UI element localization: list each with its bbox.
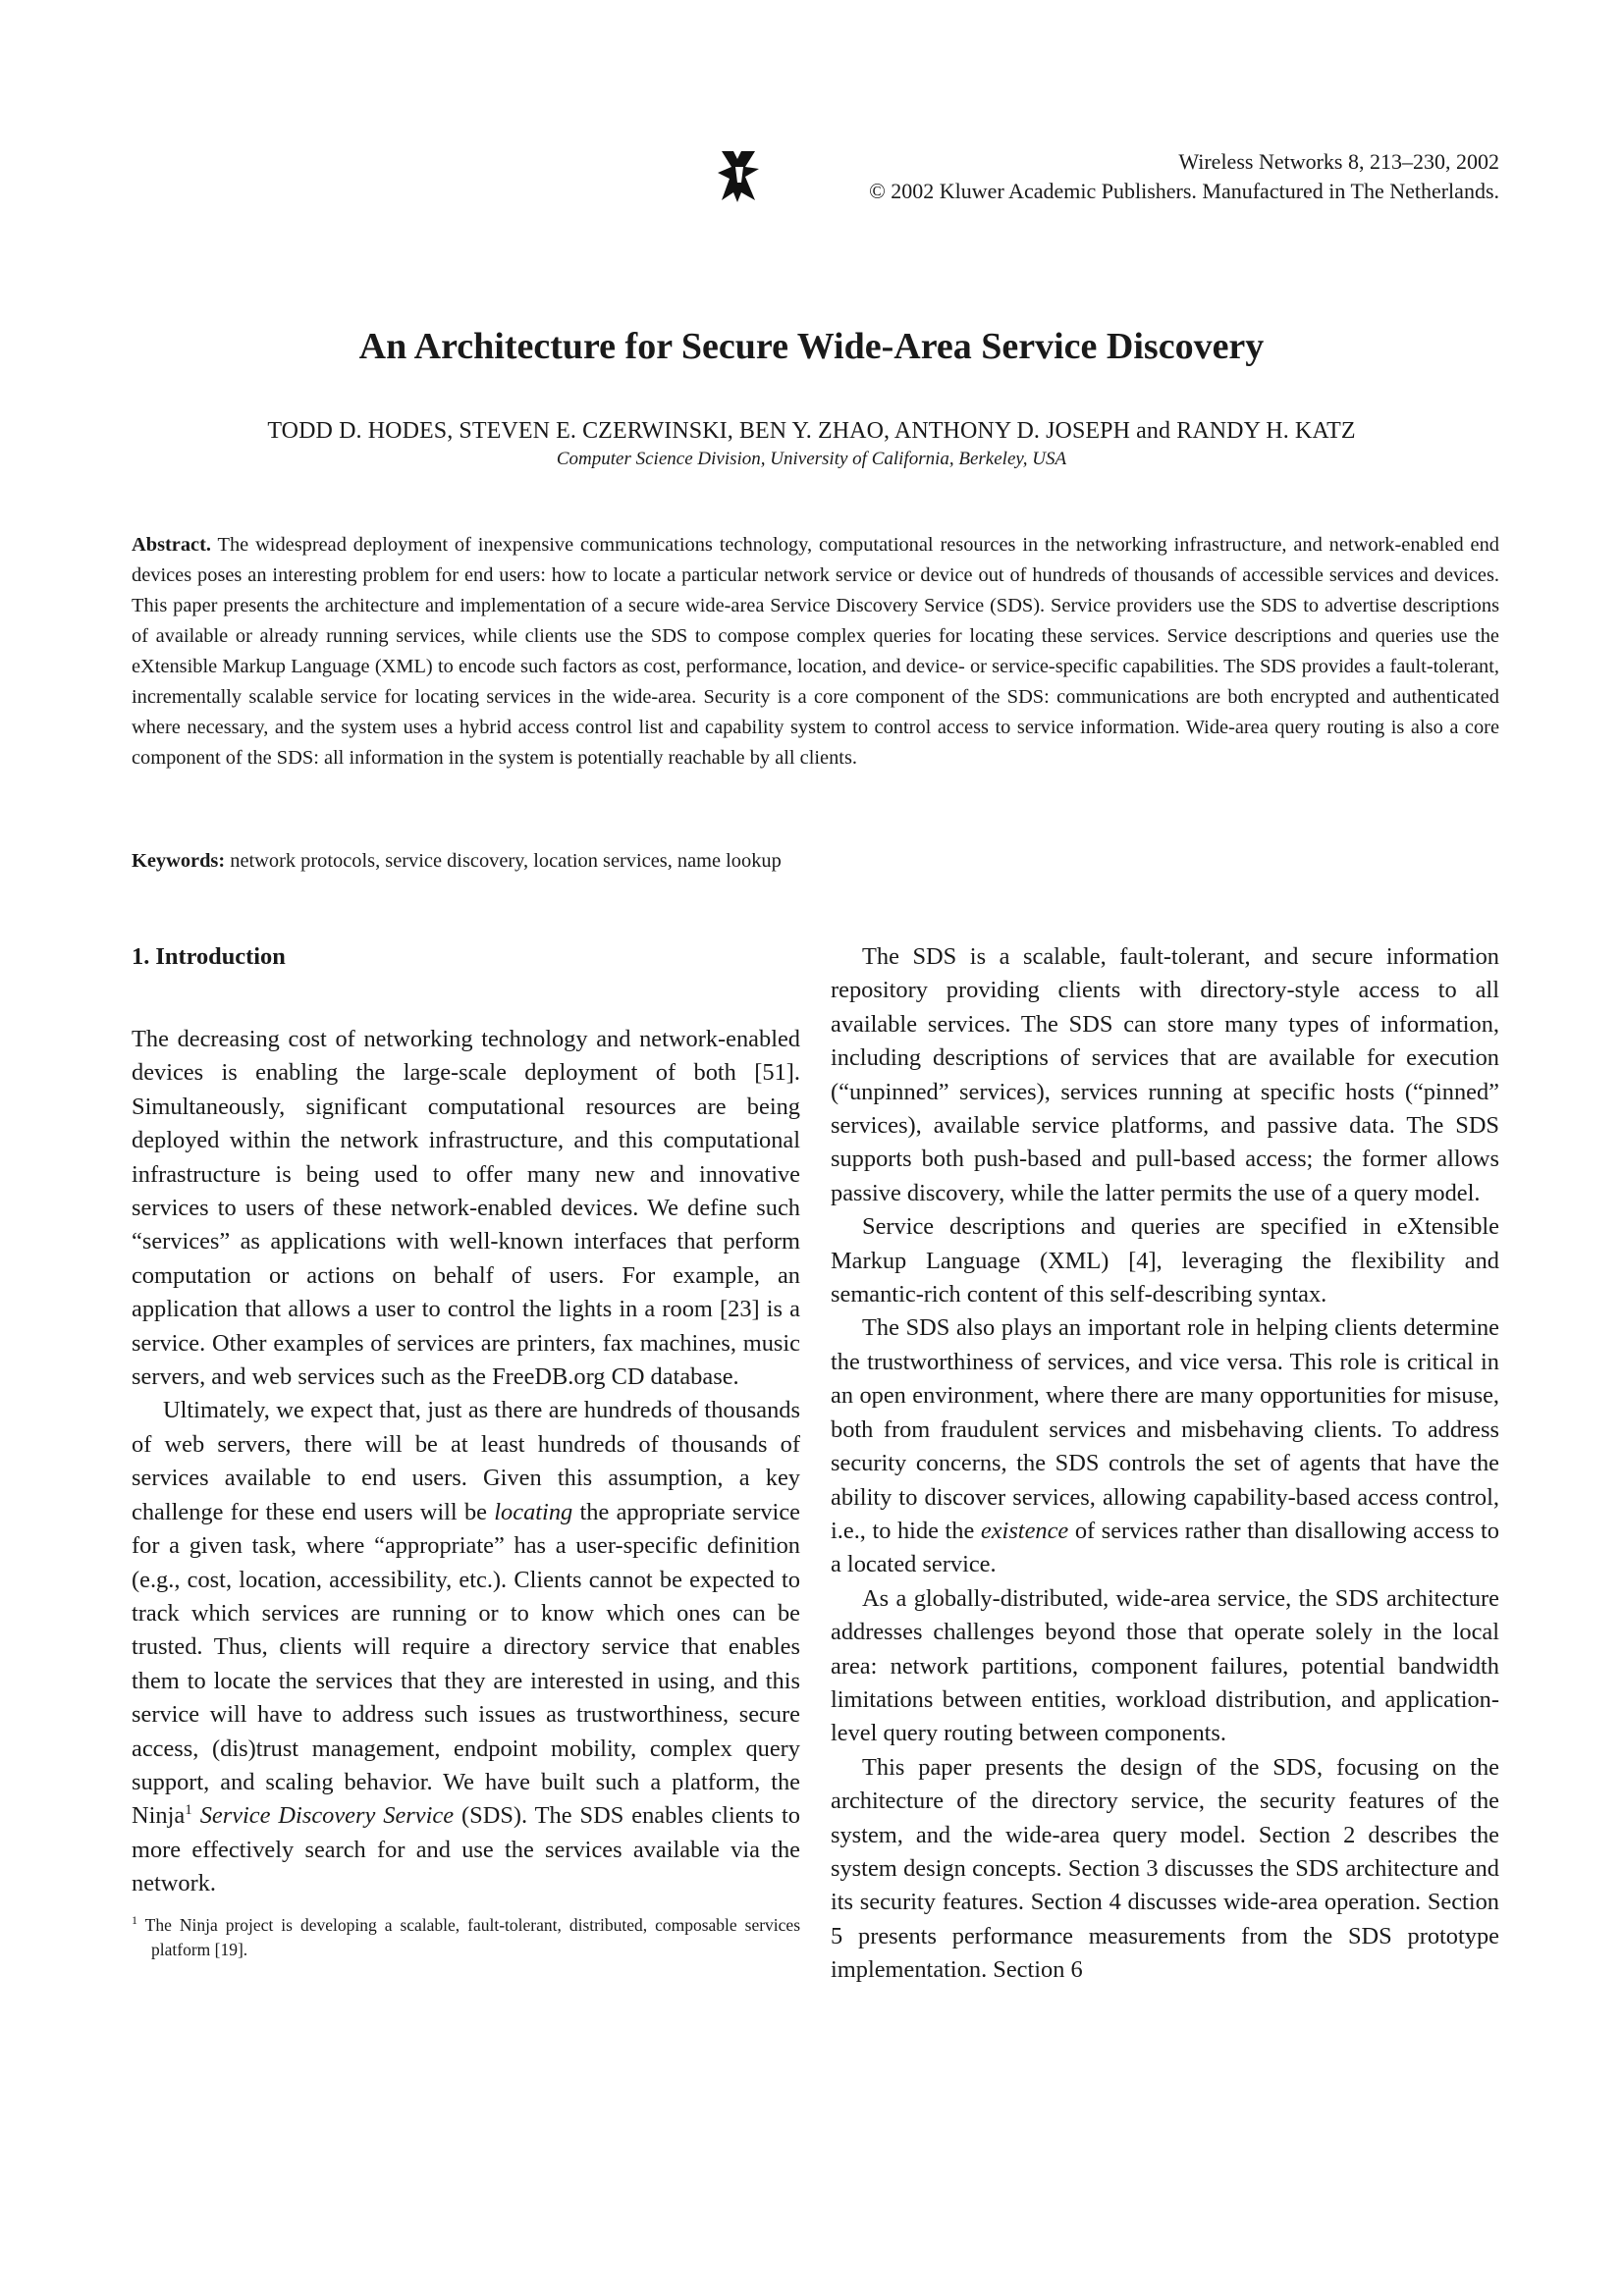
journal-citation: Wireless Networks 8, 213–230, 2002 (1178, 149, 1499, 174)
footnote (132, 1913, 800, 1962)
paragraph: The decreasing cost of networking technology and network-enabled devices is enabling the large-scale deployment of both [51]. Simultaneously, significant computational resources are being deployed within the network infrastructure, and this computational infrastructure is being used to offer many new and innovative services to users of these network-enabled devices. We define such “services” as applications with well-known interfaces that perform computation or actions on behalf of users. For example, an application that allows a user to control the lights in a room [23] is a service. Other examples of services are printers, fax machines, music servers, and web services such as the FreeDB.org CD database. (132, 1026, 800, 1391)
paragraph (831, 1311, 1499, 1581)
right-column (831, 940, 1499, 1988)
emphasis: Service Discovery Service (199, 1802, 455, 1830)
emphasis: existence (980, 1517, 1069, 1544)
paragraph: Service descriptions and queries are specified in eXtensible Markup Language (XML) [4], leveraging the flexibility and semantic-rich content of this self-describing syntax. (831, 1213, 1499, 1308)
publisher-logo-icon (716, 147, 763, 204)
text-span: The SDS also plays an important role in helping clients determine the trustworthiness of services, and vice versa. This role is critical in an open environment, where there are many opportunities for misuse, both from fraudulent services and misbehaving clients. To address security concerns, the SDS controls the set of agents that have the ability to discover services, allowing capability-based access control, i.e., to hide the (831, 1314, 1499, 1544)
text-span: Ultimately, we expect that, just as there are hundreds of thousands of web servers, there will be at least hundreds of thousands of services available to end users. Given this assumption, a key challenge for these end users will be (132, 1397, 800, 1525)
emphasis: locating (494, 1498, 573, 1525)
paper-title: An Architecture for Secure Wide-Area Service Discovery (358, 326, 1265, 367)
journal-info (869, 147, 1499, 206)
paragraph: The SDS is a scalable, fault-tolerant, and secure information repository providing clients with directory-style access to all available services. The SDS can store many types of information, including descriptions of services that are available for execution (“unpinned” services), services running at specific hosts (“pinned” services), available service platforms, and passive data. The SDS supports both push-based and pull-based access; the former allows passive discovery, while the latter permits the use of a query model. (831, 943, 1499, 1206)
keywords-label: Keywords: (132, 850, 226, 872)
footnote-mark: 1 (132, 1912, 137, 1927)
copyright-line: © 2002 Kluwer Academic Publishers. Manufactured in The Netherlands. (869, 179, 1499, 203)
abstract (132, 530, 1499, 774)
abstract-label: Abstract. (132, 534, 211, 556)
author-list: TODD D. HODES, STEVEN E. CZERWINSKI, BEN Y. ZHAO, ANTHONY D. JOSEPH and RANDY H. KATZ (267, 418, 1356, 444)
text-span: of services rather than disallowing access to a located service. (831, 1517, 1499, 1578)
footnote-ref: 1 (185, 1802, 192, 1819)
text-span: the appropriate service for a given task, where “appropriate” has a user-specific definition (e.g., cost, location, accessibility, etc.). Clients cannot be expected to track which services are running or to know which ones can be trusted. Thus, clients will require a directory service that enables them to locate the services that they are interested in using, and this service will have to address such issues as trustworthiness, secure access, (dis)trust management, endpoint mobility, complex query support, and scaling behavior. We have built such a platform, the Ninja (132, 1498, 800, 1830)
paragraph (132, 1394, 800, 1900)
abstract-text: The widespread deployment of inexpensive communications technology, computational resources in the networking infrastructure, and network-enabled end devices poses an interesting problem for end users: how to locate a particular network service or device out of hundreds of thousands of accessible services and devices. This paper presents the architecture and implementation of a secure wide-area Service Discovery Service (SDS). Service providers use the SDS to advertise descriptions of available or already running services, while clients use the SDS to compose complex queries for locating these services. Service descriptions and queries use the eXtensible Markup Language (XML) to encode such factors as cost, performance, location, and device- or service-specific capabilities. The SDS provides a fault-tolerant, incrementally scalable service for locating services in the wide-area. Security is a core component of the SDS: communications are both encrypted and authenticated where necessary, and the system uses a hybrid access control list and capability system to control access to service information. Wide-area query routing is also a core component of the SDS: all information in the system is potentially reachable by all clients. (132, 534, 1499, 769)
footnote-text: The Ninja project is developing a scalable, fault-tolerant, distributed, composable services platform [19]. (144, 1914, 800, 1959)
left-column (132, 940, 800, 1962)
affiliation: Computer Science Division, University of California, Berkeley, USA (556, 449, 1067, 469)
paragraph: As a globally-distributed, wide-area service, the SDS architecture addresses challenges beyond those that operate solely in the local area: network partitions, component failures, potential bandwidth limitations between entities, workload distribution, and application-level query routing between components. (831, 1584, 1499, 1747)
paragraph: This paper presents the design of the SDS, focusing on the architecture of the directory service, the security features of the system, and the wide-area query model. Section 2 describes the system design concepts. Section 3 discusses the SDS architecture and its security features. Section 4 discusses wide-area operation. Section 5 presents performance measurements from the SDS prototype implementation. Section 6 (831, 1753, 1499, 1984)
section-heading: 1. Introduction (132, 943, 286, 970)
keywords (132, 846, 1499, 877)
text-span: (SDS). The SDS enables clients to more effectively search for and use the services available via the network. (132, 1802, 800, 1897)
keywords-text: network protocols, service discovery, location services, name lookup (230, 850, 782, 872)
